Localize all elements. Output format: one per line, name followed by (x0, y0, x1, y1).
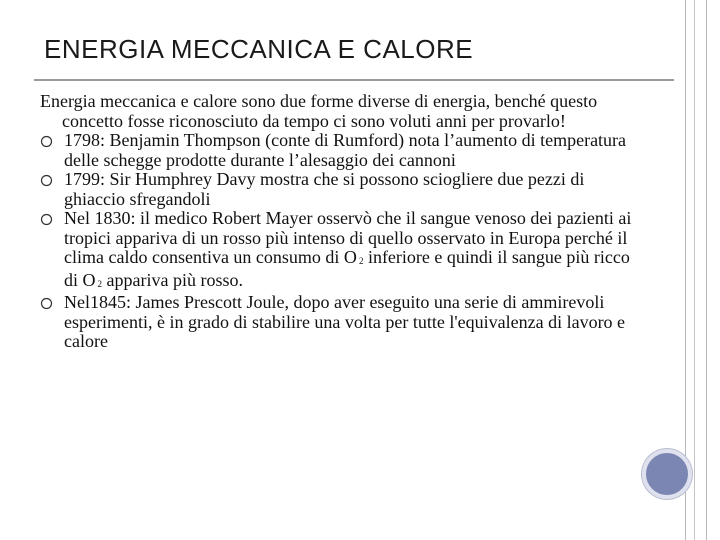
title-divider (34, 79, 674, 81)
bullet-text: 1798: Benjamin Thompson (conte di Rumford) nota l’aumento di temperatura delle schegge prodotte durante l’alesaggio dei cannoni (64, 130, 627, 170)
bullet-text-part: inferiore e quindi il sangue più ricco di O (64, 247, 630, 290)
bullet-item-1830 (40, 209, 635, 293)
decorative-circle-ornament (642, 449, 692, 499)
hollow-circle-bullet-icon (40, 135, 53, 148)
slide-title: ENERGIA MECCANICA E CALORE (44, 34, 474, 64)
bullet-text: 1799: Sir Humphrey Davy mostra che si possono sciogliere due pezzi di ghiaccio sfregandoli (64, 169, 585, 209)
hollow-circle-bullet-icon (40, 174, 53, 187)
decorative-rail-line (694, 0, 695, 540)
bullet-item-1845 (40, 293, 635, 352)
bullet-text-part: appariva più rosso. (102, 269, 243, 290)
hollow-circle-bullet-icon (40, 297, 53, 310)
bullet-text-part: Nel 1830: il medico Robert Mayer osservò che il sangue venoso dei pazienti ai tropici appariva di un rosso più intenso di quello osservato in Europa perché il clima caldo consentiva un consumo di O (64, 208, 632, 267)
oxygen-subscript: 2 (358, 256, 364, 266)
slide-body (40, 92, 635, 352)
bullet-text: Nel1845: James Prescott Joule, dopo aver eseguito una serie di ammirevoli esperimenti, è in grado di stabilire una volta per tutte l'equivalenza di lavoro e calore (64, 292, 626, 351)
intro-paragraph: Energia meccanica e calore sono due forme diverse di energia, benché questo concetto fosse riconosciuto da tempo ci sono voluti anni per provarlo! (40, 91, 598, 131)
hollow-circle-bullet-icon (40, 213, 53, 226)
bullet-item-1799 (40, 170, 635, 209)
decorative-side-rail (685, 0, 707, 540)
bullet-item-1798 (40, 131, 635, 170)
oxygen-subscript: 2 (97, 278, 102, 289)
